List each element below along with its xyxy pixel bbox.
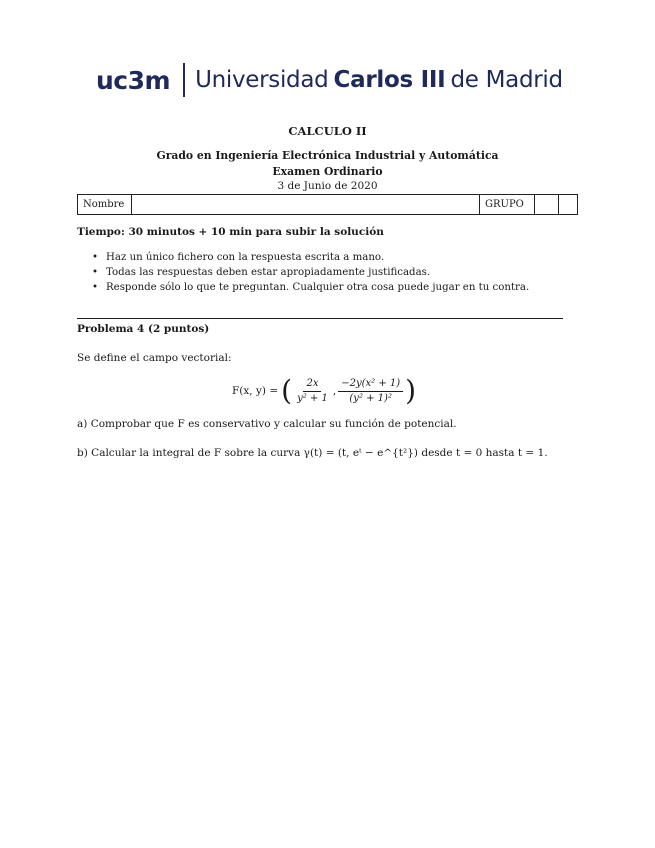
exam-type: Examen Ordinario	[272, 165, 383, 178]
name-label: Nombre	[78, 195, 132, 214]
problem-title: Problema 4 (2 puntos)	[77, 323, 210, 335]
logo-de-madrid: de Madrid	[450, 67, 563, 93]
course-title: CALCULO II	[288, 124, 367, 138]
exam-date: 3 de Junio de 2020	[277, 180, 378, 192]
time-instruction: Tiempo: 30 minutos + 10 min para subir la solución	[77, 226, 384, 238]
vector-field-formula	[232, 374, 416, 408]
logo-carlos: Carlos III	[333, 67, 446, 93]
open-paren: (	[281, 374, 293, 407]
comma: ,	[332, 385, 337, 397]
list-item: • Responde sólo lo que te preguntan. Cualquier otra cosa puede jugar en tu contra.	[92, 280, 529, 295]
fraction-1-num: 2x	[303, 378, 321, 392]
degree-title: Grado en Ingeniería Electrónica Industrial y Automática	[156, 149, 499, 162]
fraction-1	[294, 378, 331, 405]
list-item: • Haz un único fichero con la respuesta escrita a mano.	[92, 250, 529, 265]
fraction-2-num: −2y(x² + 1)	[338, 378, 403, 392]
group-field[interactable]	[535, 195, 577, 214]
fraction-1-den: y² + 1	[297, 392, 328, 404]
separator-line	[77, 318, 563, 319]
problem-intro: Se define el campo vectorial:	[77, 352, 232, 364]
logo-universidad: Universidad	[195, 67, 329, 93]
group-label: GRUPO	[479, 195, 535, 214]
list-item: • Todas las respuestas deben estar apropiadamente justificadas.	[92, 265, 529, 280]
university-logo	[96, 62, 563, 98]
logo-divider	[183, 63, 185, 97]
rules-list	[92, 250, 529, 295]
formula-lhs: F(x, y) =	[232, 385, 279, 397]
fraction-2-den: (y² + 1)²	[349, 392, 392, 404]
student-id-table	[77, 194, 578, 215]
part-a: a) Comprobar que F es conservativo y calcular su función de potencial.	[77, 418, 457, 430]
logo-uc3m: uc3m	[96, 65, 171, 95]
fraction-2	[338, 378, 403, 405]
close-paren: )	[405, 374, 417, 407]
part-b: b) Calcular la integral de F sobre la curva γ(t) = (t, eᵗ − e^{t²}) desde t = 0 hasta t = 1.	[77, 447, 548, 459]
